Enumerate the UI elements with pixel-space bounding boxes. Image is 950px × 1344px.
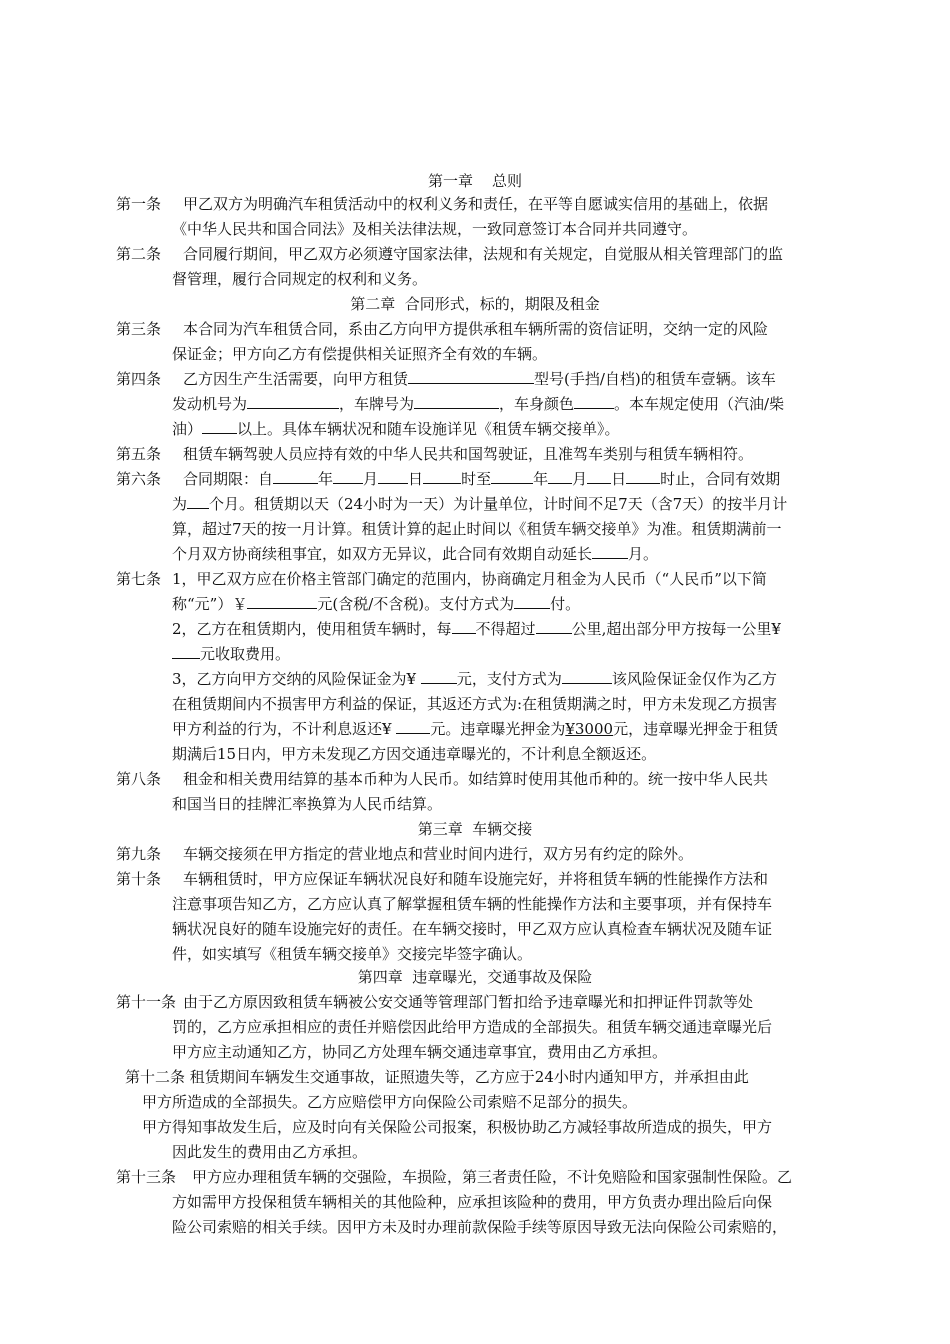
article-5-line-1: 租赁车辆驾驶人员应持有效的中华人民共和国驾驶证，且准驾车类别与租赁车辆相符。 bbox=[183, 445, 754, 463]
article-7-p2-line-2: 元收取费用。 bbox=[172, 643, 290, 665]
article-2-line-1: 合同履行期间，甲乙双方必须遵守国家法律，法规和有关规定，自觉服从相关管理部门的监 bbox=[183, 245, 784, 263]
plate-number-blank bbox=[414, 393, 499, 409]
model-blank bbox=[408, 368, 534, 384]
article-6-line-1: 合同期限：自 年 月 日 时至 年 月 日 时止，合同有效期 bbox=[183, 470, 781, 488]
color-blank bbox=[574, 393, 614, 409]
article-5-label: 第五条 bbox=[116, 445, 162, 463]
article-7-label: 第七条 bbox=[116, 570, 162, 588]
article-10-line-4: 件，如实填写《租赁车辆交接单》交接完毕签字确认。 bbox=[172, 945, 533, 963]
article-7-p3-line-2: 在租赁期间内不损害甲方利益的保证，其返还方式为:在租赁期满之时，甲方未发现乙方损害 bbox=[172, 695, 778, 713]
fuel-grade-blank bbox=[202, 418, 237, 434]
article-7-p3-line-4: 期满后15日内，甲方未发现乙方因交通违章曝光的，不计利息全额返还。 bbox=[172, 745, 657, 763]
article-3-label: 第三条 bbox=[116, 320, 162, 338]
article-12-line-1: 第十二条 租赁期间车辆发生交通事故，证照遗失等，乙方应于24小时内通知甲方，并承担由此 bbox=[125, 1068, 749, 1086]
article-6-label: 第六条 bbox=[116, 470, 162, 488]
article-10-line-2: 注意事项告知乙方，乙方应认真了解掌握租赁车辆的性能操作方法和主要事项，并有保持车 bbox=[172, 895, 773, 913]
article-1-line-2: 《中华人民共和国合同法》及相关法律法规，一致同意签订本合同并共同遵守。 bbox=[172, 220, 698, 238]
article-7-p3-line-3: 甲方利益的行为，不计利息返还¥ 元。违章曝光押金为¥3000元，违章曝光押金于租赁 bbox=[172, 720, 779, 738]
article-7-p2-line-1: 2，乙方在租赁期内，使用租赁车辆时，每 不得超过 公里,超出部分甲方按每一公里¥ bbox=[172, 620, 781, 638]
article-6-line-3: 算，超过7天的按一月计算。租赁计算的起止时间以《租赁车辆交接单》为准。租赁期满前一 bbox=[172, 520, 782, 538]
chapter-2-heading: 第二章 合同形式，标的，期限及租金 bbox=[350, 295, 600, 313]
article-4-line-2: 发动机号为 ，车牌号为 ，车身颜色 。本车规定使用（汽油/柴 bbox=[172, 395, 785, 413]
article-8-label: 第八条 bbox=[116, 770, 162, 788]
article-12-line-2: 甲方所造成的全部损失。乙方应赔偿甲方向保险公司索赔不足部分的损失。 bbox=[142, 1093, 638, 1111]
article-12-line-4: 因此发生的费用由乙方承担。 bbox=[172, 1143, 368, 1161]
article-4-label: 第四条 bbox=[116, 370, 162, 388]
article-2-line-2: 督管理，履行合同规定的权利和义务。 bbox=[172, 270, 428, 288]
article-13-label: 第十三条 bbox=[116, 1168, 177, 1186]
article-12-line-3: 甲方得知事故发生后，应及时向有关保险公司报案，积极协助乙方减轻事故所造成的损失，甲方 bbox=[142, 1118, 773, 1136]
article-11-line-3: 甲方应主动通知乙方，协同乙方处理车辆交通违章事宜，费用由乙方承担。 bbox=[172, 1043, 668, 1061]
article-8-line-2: 和国当日的挂牌汇率换算为人民币结算。 bbox=[172, 795, 443, 813]
article-3-line-1: 本合同为汽车租赁合同，系由乙方向甲方提供承租车辆所需的资信证明，交纳一定的风险 bbox=[183, 320, 769, 338]
article-11-line-2: 罚的，乙方应承担相应的责任并赔偿因此给甲方造成的全部损失。租赁车辆交通违章曝光后 bbox=[172, 1018, 773, 1036]
article-8-line-1: 租金和相关费用结算的基本币种为人民币。如结算时使用其他币种的。统一按中华人民共 bbox=[183, 770, 769, 788]
chapter-3-heading: 第三章 车辆交接 bbox=[417, 820, 533, 838]
article-10-line-3: 辆状况良好的随车设施完好的责任。在车辆交接时，甲乙双方应认真检查车辆状况及随车证 bbox=[172, 920, 773, 938]
article-1-line-1: 甲乙双方为明确汽车租赁活动中的权利义务和责任，在平等自愿诚实信用的基础上，依据 bbox=[183, 195, 769, 213]
chapter-4-heading: 第四章 违章曝光，交通事故及保险 bbox=[357, 968, 593, 986]
article-4-line-1: 乙方因生产生活需要，向甲方租赁 型号(手挡/自档)的租赁车壹辆。该车 bbox=[183, 370, 776, 388]
article-11-label: 第十一条 bbox=[116, 993, 177, 1011]
article-2-label: 第二条 bbox=[116, 245, 162, 263]
article-11-line-1: 由于乙方原因致租赁车辆被公安交通等管理部门暂扣给予违章曝光和扣押证件罚款等处 bbox=[183, 993, 754, 1011]
engine-number-blank bbox=[247, 393, 339, 409]
article-7-p1-line-2: 称“元”）￥ 元(含税/不含税)。支付方式为 付。 bbox=[172, 595, 581, 613]
article-7-p1-line-1: 1，甲乙双方应在价格主管部门确定的范围内，协商确定月租金为人民币（“人民币”以下简 bbox=[172, 570, 767, 588]
article-1-label: 第一条 bbox=[116, 195, 162, 213]
article-4-line-3: 油） 以上。具体车辆状况和随车设施详见《租赁车辆交接单》。 bbox=[172, 420, 620, 438]
article-9-label: 第九条 bbox=[116, 845, 162, 863]
deposit-amount: ¥3000 bbox=[565, 720, 614, 738]
chapter-1-heading: 第一章 总则 bbox=[427, 172, 523, 190]
article-10-label: 第十条 bbox=[116, 870, 162, 888]
article-7-p3-line-1: 3，乙方向甲方交纳的风险保证金为¥ 元，支付方式为 该风险保证金仅作为乙方 bbox=[172, 670, 777, 688]
article-10-line-1: 车辆租赁时，甲方应保证车辆状况良好和随车设施完好，并将租赁车辆的性能操作方法和 bbox=[183, 870, 769, 888]
article-9-line-1: 车辆交接须在甲方指定的营业地点和营业时间内进行，双方另有约定的除外。 bbox=[183, 845, 694, 863]
article-13-line-2: 方如需甲方投保租赁车辆相关的其他险种，应承担该险种的费用，甲方负责办理出险后向保 bbox=[172, 1193, 773, 1211]
article-3-line-2: 保证金；甲方向乙方有偿提供相关证照齐全有效的车辆。 bbox=[172, 345, 548, 363]
article-13-line-3: 险公司索赔的相关手续。因甲方未及时办理前款保险手续等原因导致无法向保险公司索赔的， bbox=[172, 1218, 788, 1236]
article-6-line-2: 为 个月。租赁期以天（24小时为一天）为计量单位，计时间不足7天（含7天）的按半月计 bbox=[172, 495, 788, 513]
article-13-line-1: 甲方应办理租赁车辆的交强险，车损险，第三者责任险，不计免赔险和国家强制性保险。乙 bbox=[192, 1168, 793, 1186]
article-6-line-4: 个月双方协商续租事宜，如双方无异议，此合同有效期自动延长 月。 bbox=[172, 545, 659, 563]
